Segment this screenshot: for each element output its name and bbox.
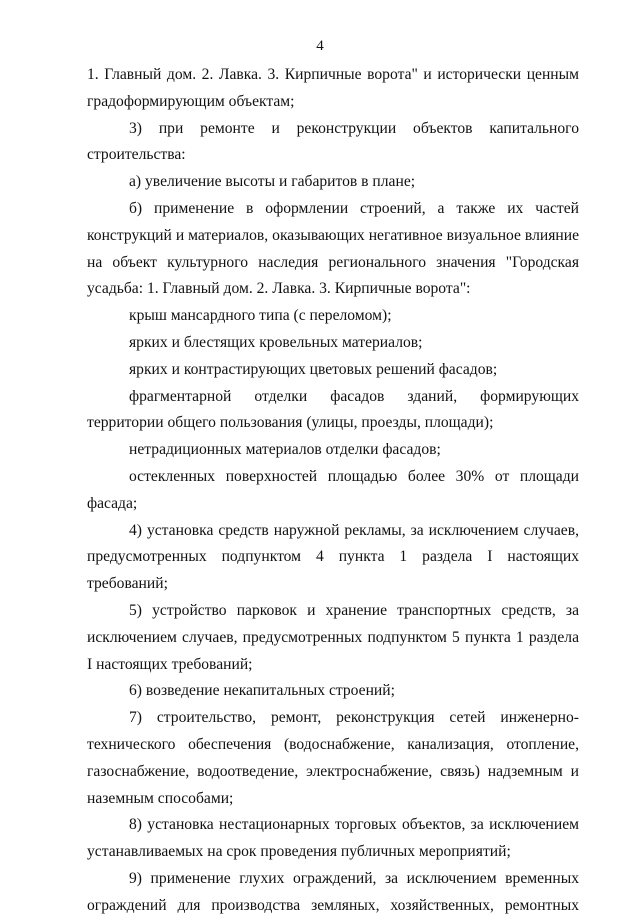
paragraph-fragmentary-finish: фрагментарной отделки фасадов зданий, формирующих территории общего пользования (улицы, проезды, площади); [87,387,579,432]
document-body [87,62,579,920]
paragraph-roofing-materials: ярких и блестящих кровельных материалов; [129,333,423,351]
paragraph-nontraditional-materials: нетрадиционных материалов отделки фасадов; [129,441,441,459]
paragraph-item-7: 7) строительство, ремонт, реконструкция сетей инженерно-технического обеспечения (водоснабжение, канализация, отопление, газоснабжение, водоотведение, электроснабжение, связь) надземным и наземным способами; [87,709,579,807]
paragraph-item-3b: б) применение в оформлении строений, а также их частей конструкций и материалов, оказывающих негативное визуальное влияние на объект культурного наследия регионального значения "Городская усадьба: 1. Главный дом. 2. Лавка. 3. Кирпичные ворота": [87,199,579,298]
paragraph-glazed-surfaces: остекленных поверхностей площадью более 30% от площади фасада; [87,467,579,512]
paragraph-color-solutions: ярких и контрастирующих цветовых решений фасадов; [129,360,498,378]
page-number: 4 [316,38,324,54]
paragraph-item-8: 8) установка нестационарных торговых объектов, за исключением устанавливаемых на срок проведения публичных мероприятий; [87,816,579,861]
paragraph-continuation: 1. Главный дом. 2. Лавка. 3. Кирпичные ворота" и исторически ценным градоформирующим объектам; [87,66,579,110]
paragraph-item-3: 3) при ремонте и реконструкции объектов капитального строительства: [87,119,579,164]
paragraph-item-6: 6) возведение некапитальных строений; [129,682,395,700]
paragraph-item-5: 5) устройство парковок и хранение транспортных средств, за исключением случаев, предусмотренных подпунктом 5 пункта 1 раздела I настоящих требований; [87,601,579,673]
paragraph-roofs: крыш мансардного типа (с переломом); [129,307,392,325]
paragraph-item-3a: а) увеличение высоты и габаритов в плане; [129,173,416,191]
paragraph-item-9: 9) применение глухих ограждений, за исключением временных ограждений для производства земляных, хозяйственных, ремонтных [87,869,579,914]
paragraph-item-4: 4) установка средств наружной рекламы, за исключением случаев, предусмотренных подпунктом 4 пункта 1 раздела I настоящих требований; [87,521,579,593]
